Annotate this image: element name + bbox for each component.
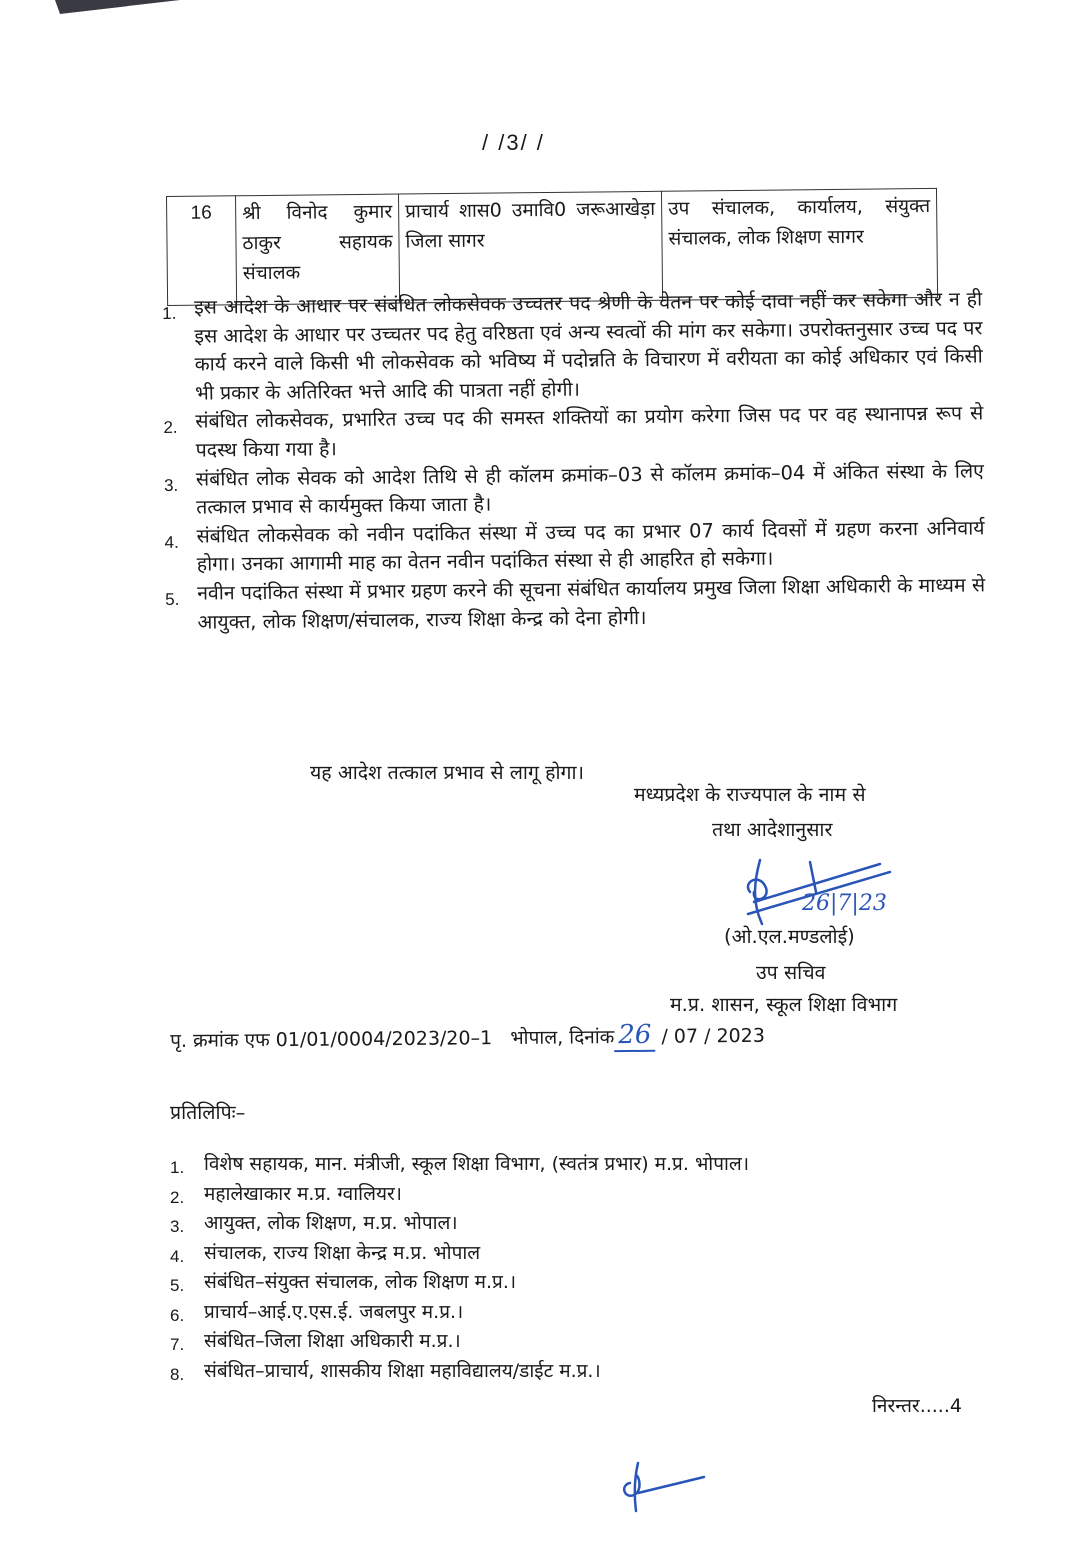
to-post-cell [661, 188, 937, 300]
condition-number: 1. [162, 303, 177, 323]
condition-item [164, 514, 985, 580]
list-item [170, 1209, 990, 1239]
scan-shadow-corner [0, 0, 1080, 40]
svg-text:26|7|23: 26|7|23 [802, 891, 887, 916]
recipient-text: संचालक, राज्य शिक्षा केन्द्र म.प्र. भोपाल [204, 1241, 481, 1264]
copy-heading: प्रतिलिपिः– [170, 1101, 246, 1124]
list-number: 1. [170, 1158, 185, 1177]
copy-recipients-list [170, 1150, 990, 1386]
list-number: 7. [170, 1335, 185, 1354]
list-item [170, 1357, 990, 1387]
condition-text: संबंधित लोकसेवक, प्रभारित उच्च पद की समस्त शक्तियों का प्रयोग करेगा जिस पद पर वह स्थानापन्न रूप से पदस्थ किया गया है। [195, 401, 984, 462]
employee-name: श्री विनोद कुमार ठाकुर सहायक संचालक [242, 200, 393, 285]
page-number: / /3/ / [482, 130, 545, 155]
reference-number: पृ. क्रमांक एफ 01/01/0004/2023/20–1 [170, 1027, 493, 1052]
list-number: 5. [170, 1276, 185, 1295]
handwritten-day: 26 [614, 1020, 655, 1052]
authority-line-2: तथा आदेशानुसार [712, 818, 833, 841]
condition-number: 2. [163, 418, 178, 438]
list-item [170, 1298, 990, 1328]
officer-name: (ओ.एल.मण्डलोई) [724, 925, 855, 948]
condition-item [163, 400, 984, 466]
recipient-text: आयुक्त, लोक शिक्षण, म.प्र. भोपाल। [204, 1212, 458, 1234]
condition-text: इस आदेश के आधार पर संबंधित लोकसेवक उच्चतर पद श्रेणी के वेतन पर कोई दावा नहीं कर सकेगा और न ही इस आदेश के आधार पर उच्चतर पद हेतु वरिष्ठता एवं अन्य स्वत्वों की मांग कर सकेगा। उपरोक्तनुसार उच्च पद पर कार्य करने वाले किसी भी लोकसेवक को भविष्य में पदोन्नति के विचारण में वरीयता का कोई अधिकार एवं किसी भी प्रकार के अतिरिक्त भत्ते आदि की पात्रता नहीं होगी। [194, 287, 983, 405]
condition-text: नवीन पदांकित संस्था में प्रभार ग्रहण करने की सूचना संबंधित कार्यालय प्रमुख जिला शिक्षा अधिकारी के माध्यम से आयुक्त, लोक शिक्षण/संचालक, राज्य शिक्षा केन्द्र को देना होगी। [197, 573, 986, 634]
recipient-text: प्राचार्य–आई.ए.एस.ई. जबलपुर म.प्र.। [204, 1300, 464, 1323]
serial-cell: 16 [167, 196, 237, 306]
list-number: 6. [170, 1305, 185, 1325]
list-item [170, 1239, 990, 1269]
list-number: 8. [170, 1364, 185, 1384]
list-item [170, 1268, 990, 1298]
condition-number: 5. [165, 589, 180, 609]
to-post: उप संचालक, कार्यालय, संयुक्त संचालक, लोक शिक्षण सागर [668, 194, 931, 250]
recipient-text: विशेष सहायक, मान. मंत्रीजी, स्कूल शिक्षा विभाग, (स्वतंत्र प्रभार) म.प्र. भोपाल। [204, 1153, 750, 1175]
list-number: 3. [170, 1217, 185, 1236]
conditions-list [162, 285, 986, 637]
place-date-label: भोपाल, दिनांक [510, 1026, 615, 1050]
list-item [170, 1150, 990, 1180]
condition-item [165, 571, 986, 637]
condition-text: संबंधित लोकसेवक को नवीन पदांकित संस्था में उच्च पद का प्रभार 07 कार्य दिवसों में ग्रहण करना अनिवार्य होगा। उनका आगामी माह का वेतन नवीन पदांकित संस्था से ही आहरित हो सकेगा। [196, 516, 985, 576]
from-post: प्राचार्य शास0 उमावि0 जरूआखेड़ा जिला सागर [405, 197, 656, 253]
signature-initials [608, 1455, 708, 1515]
reference-line [170, 1017, 970, 1054]
recipient-text: संबंधित–प्राचार्य, शासकीय शिक्षा महाविद्यालय/डाईट म.प्र.। [204, 1359, 601, 1382]
signature-officer [740, 852, 900, 932]
condition-text: संबंधित लोक सेवक को आदेश तिथि से ही कॉलम क्रमांक–03 से कॉलम क्रमांक–04 में अंकित संस्था के लिए तत्काल प्रभाव से कार्यमुक्त किया जाता है। [195, 458, 985, 519]
officer-designation: उप सचिव [756, 961, 826, 984]
authority-line-1: मध्यप्रदेश के राज्यपाल के नाम से [634, 783, 866, 806]
officer-department: म.प्र. शासन, स्कूल शिक्षा विभाग [670, 993, 898, 1016]
condition-number: 4. [164, 532, 179, 552]
recipient-text: संबंधित–जिला शिक्षा अधिकारी म.प्र.। [204, 1330, 461, 1352]
list-number: 2. [170, 1187, 185, 1207]
condition-item [162, 285, 983, 408]
date-month-year: / 07 / 2023 [661, 1024, 765, 1048]
list-item [170, 1327, 990, 1357]
list-number: 4. [170, 1246, 185, 1266]
recipient-text: संबंधित–संयुक्त संचालक, लोक शिक्षण म.प्र.। [204, 1271, 517, 1293]
closing-statement: यह आदेश तत्काल प्रभाव से लागू होगा। [310, 761, 584, 784]
condition-item [164, 457, 985, 523]
recipient-text: महालेखाकार म.प्र. ग्वालियर। [204, 1182, 402, 1205]
list-item [170, 1180, 990, 1210]
name-cell [236, 194, 400, 305]
condition-number: 3. [163, 475, 179, 495]
from-post-cell [398, 191, 662, 303]
continued-marker: निरन्तर.....4 [872, 1395, 962, 1417]
